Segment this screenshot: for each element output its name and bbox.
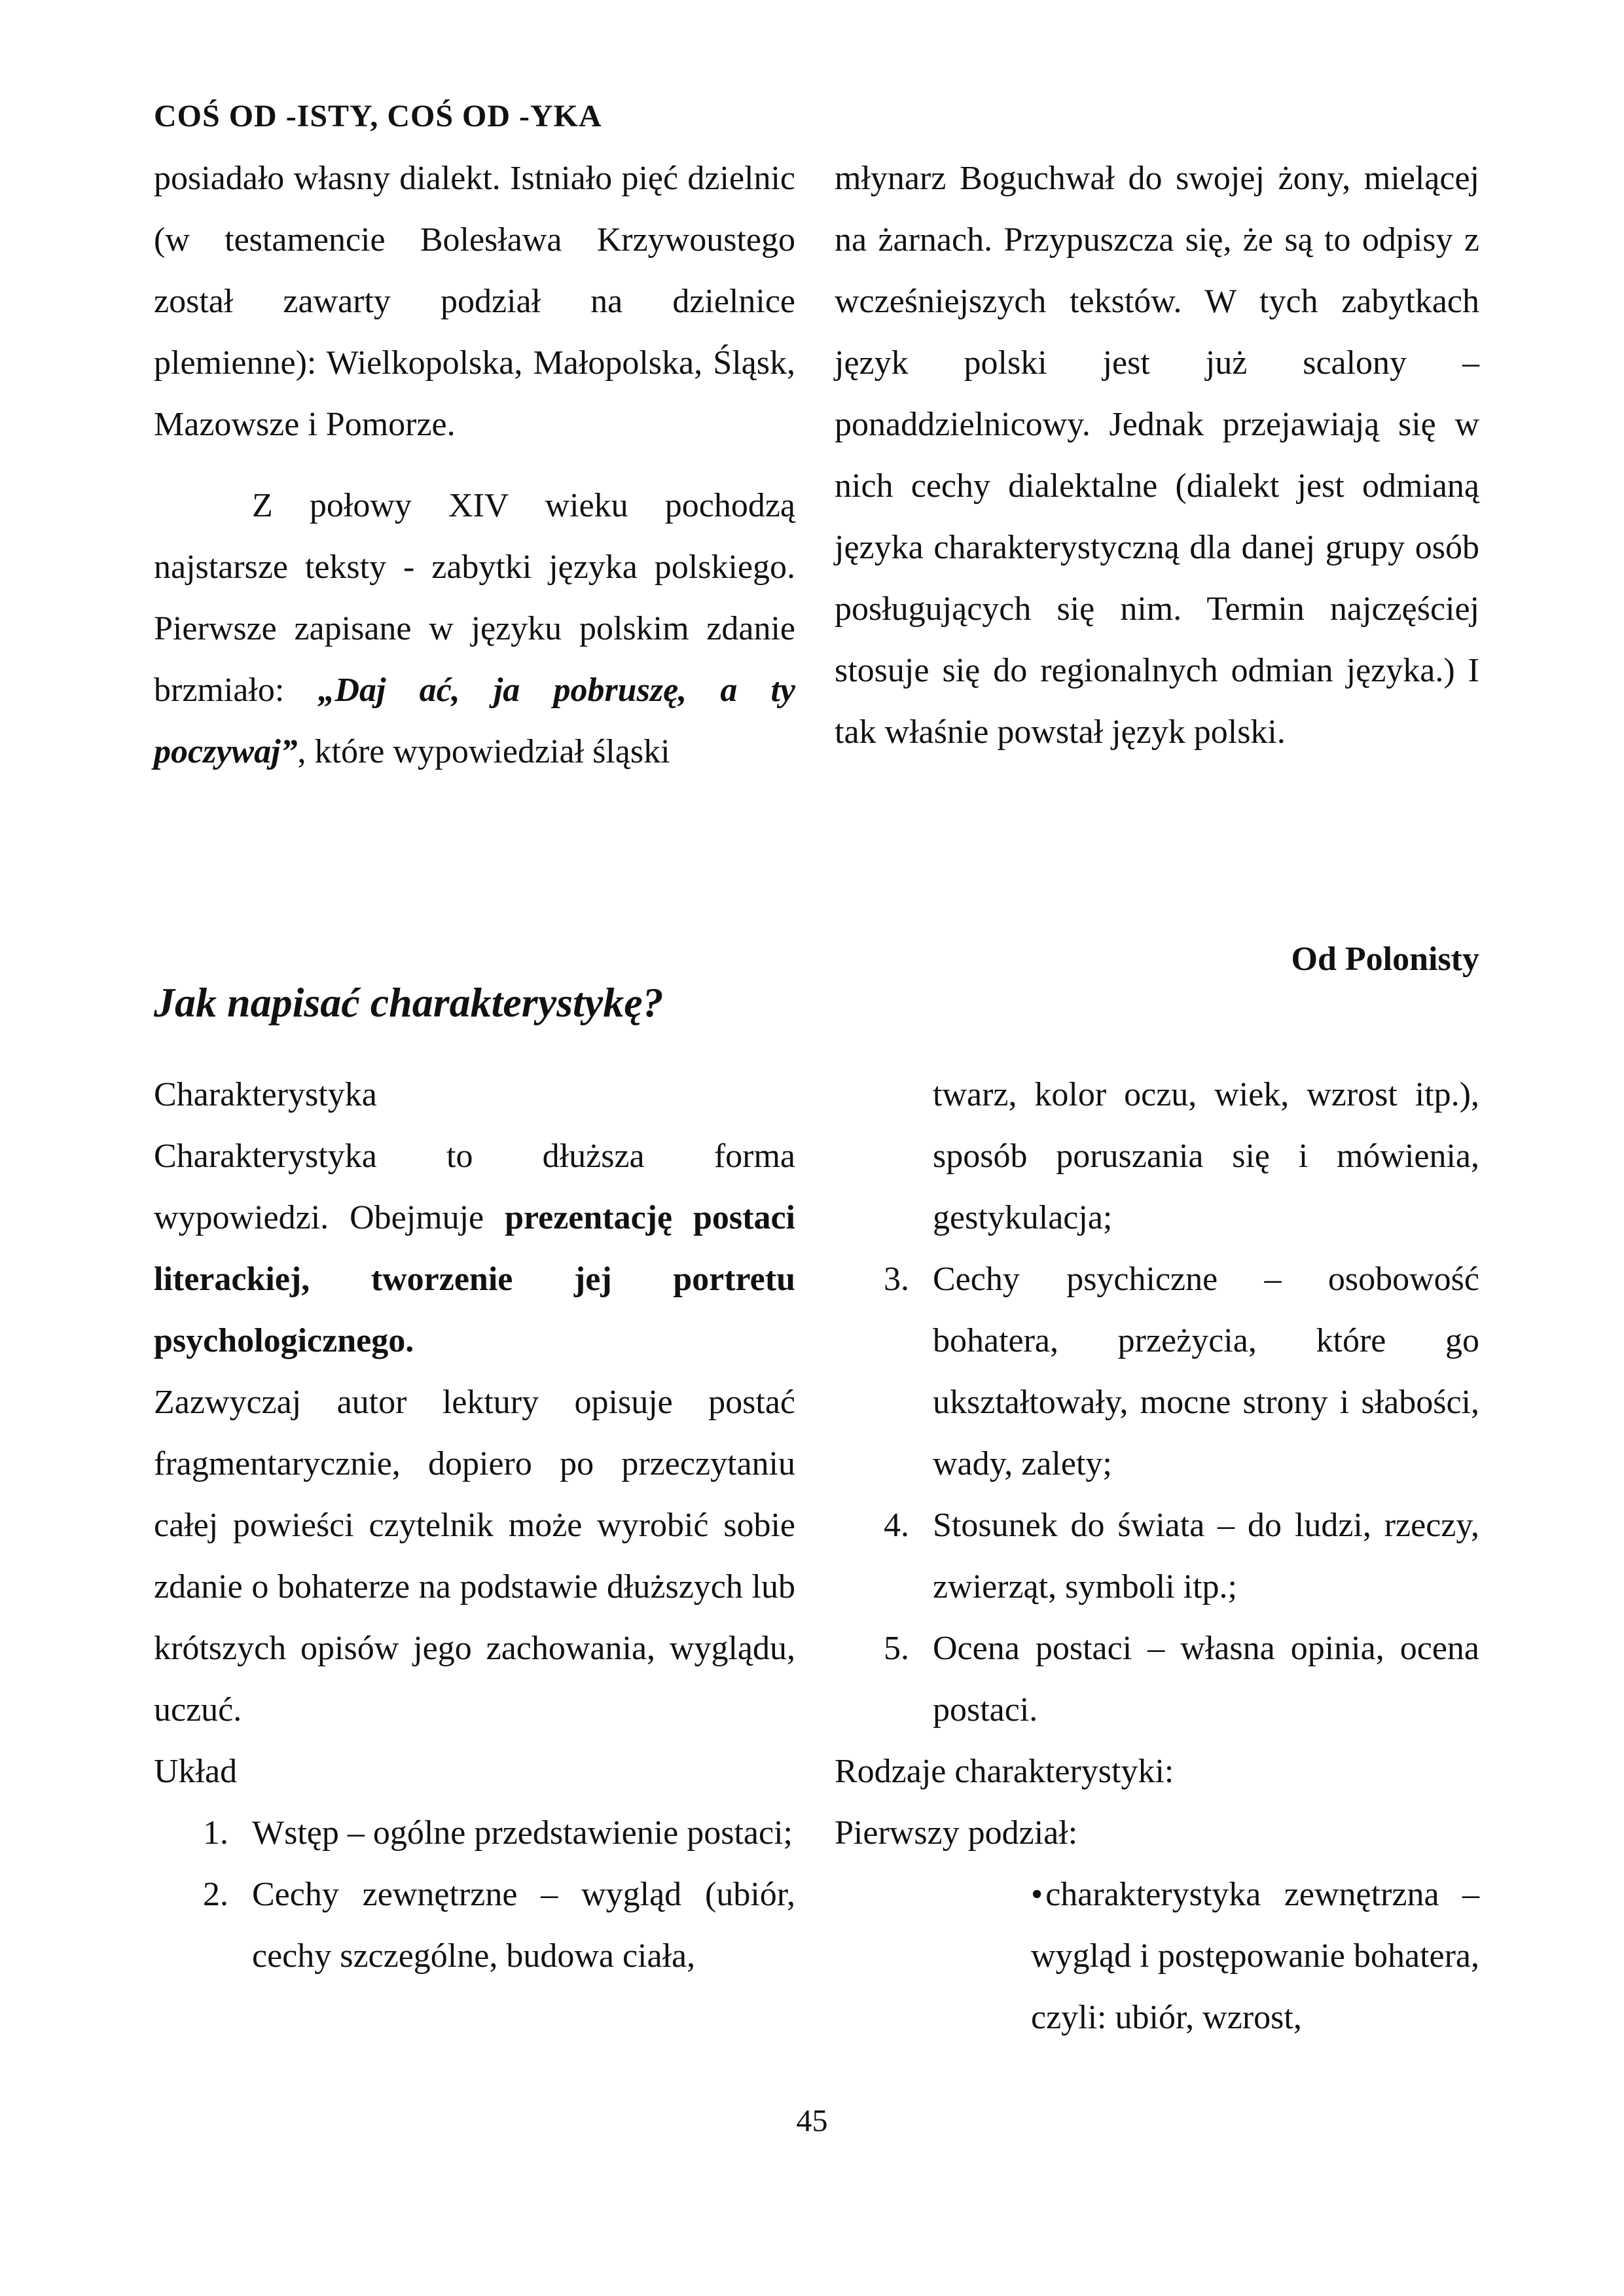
article1-paragraph-2-after: , które wypowiedział śląski [297, 733, 670, 770]
structure-list-part-1 [154, 1803, 795, 1987]
bullet-item-text: charakterystyka zewnętrzna – wygląd i postępowanie bohatera, czyli: ubiór, wzrost, [1031, 1876, 1479, 2036]
structure-item-text: Cechy psychiczne – osobowość bohatera, przeżycia, które go ukształtowały, mocne strony i słabości, wady, zalety; [933, 1261, 1479, 1482]
definition-bold: prezentację postaci literackiej, tworzenie jej portretu psychologicznego. [154, 1199, 795, 1359]
structure-item-text: Stosunek do świata – do ludzi, rzeczy, zwierząt, symboli itp.; [933, 1507, 1479, 1605]
structure-item-number: 5. [884, 1630, 909, 1667]
section-title: Jak napisać charakterystykę? [154, 979, 664, 1026]
definition-text: Charakterystyka to dłuższa forma wypowiedzi. Obejmuje [154, 1138, 795, 1236]
structure-item-text: Ocena postaci – własna opinia, ocena postaci. [933, 1630, 1479, 1729]
structure-item-4 [835, 1495, 1479, 1618]
structure-item-2-continued: twarz, kolor oczu, wiek, wzrost itp.), sposób poruszania się i mówienia, gestykulacja; [933, 1076, 1479, 1236]
structure-item-text: Cechy zewnętrzne – wygląd (ubiór, cechy szczególne, budowa ciała, [252, 1876, 795, 1975]
description-paragraph: Zazwyczaj autor lektury opisuje postać fragmentarycznie, dopiero po przeczytaniu całej powieści czytelnik może wyrobić sobie zdanie o bohaterze na podstawie dłuższych lub krótszych opisów jego zachowania, wyglądu, uczuć. [154, 1384, 795, 1729]
structure-item-3 [835, 1249, 1479, 1495]
structure-item-number: 1. [203, 1814, 228, 1852]
structure-item-text: Wstęp – ogólne przedstawienie postaci; [252, 1814, 793, 1852]
structure-list-part-2 [835, 1249, 1479, 1741]
bullet-item [835, 1864, 1479, 2049]
structure-item-1 [154, 1803, 795, 1864]
page-number: 45 [796, 2104, 828, 2138]
structure-item-number: 3. [884, 1261, 909, 1298]
bullet-icon: • [1031, 1876, 1043, 1913]
article2-right-column [835, 1064, 1479, 2049]
article-author: Od Polonisty [1291, 941, 1479, 978]
label-charakterystyka: Charakterystyka [154, 1076, 377, 1113]
structure-item-number: 4. [884, 1507, 909, 1544]
article1-paragraph-1: posiadało własny dialekt. Istniało pięć dzielnic (w testamencie Bolesława Krzywoustego został zawarty podział na dzielnice plemienne): Wielkopolska, Małopolska, Śląsk, Mazowsze i Pomorze. [154, 160, 795, 443]
page-header: COŚ OD -ISTY, COŚ OD -YKA [154, 99, 602, 134]
article1-paragraph-2 [154, 475, 795, 783]
structure-item-2 [154, 1864, 795, 1987]
article1-left-column [154, 148, 795, 783]
label-rodzaje: Rodzaje charakterystyki: [835, 1753, 1174, 1790]
definition-paragraph [154, 1126, 795, 1372]
label-pierwszy-podzial: Pierwszy podział: [835, 1814, 1078, 1852]
article1-paragraph-3: młynarz Boguchwał do swojej żony, mielącej na żarnach. Przypuszcza się, że są to odpisy z wcześniejszych tekstów. W tych zabytkach język polski jest już scalony – ponaddzielnicowy. Jednak przejawiają się w nich cechy dialektalne (dialekt jest odmianą języka charakterystyczną dla danej grupy osób posługujących się nim. Termin najczęściej stosuje się do regionalnych odmian języka.) I tak właśnie powstał język polski. [835, 160, 1479, 751]
label-uklad: Układ [154, 1753, 238, 1790]
first-polish-sentence-quote: „Daj ać, ja pobruszę, a ty poczywaj” [154, 672, 796, 770]
article1-paragraph-2-text: Z połowy XIV wieku pochodzą najstarsze teksty - zabytki języka polskiego. Pierwsze zapisane w języku polskim zdanie brzmiało: [154, 487, 795, 709]
structure-item-5 [835, 1618, 1479, 1741]
article1-right-column [835, 148, 1479, 763]
article2-left-column [154, 1064, 795, 1987]
structure-item-number: 2. [203, 1876, 228, 1913]
